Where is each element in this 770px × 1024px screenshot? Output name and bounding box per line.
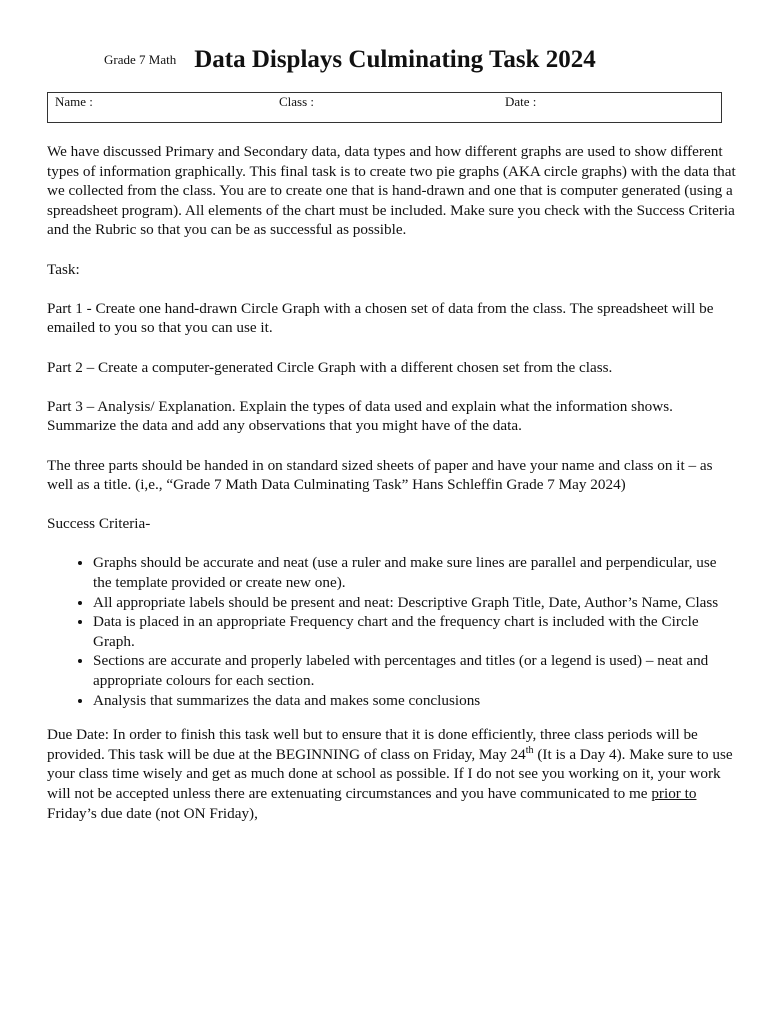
part-3-paragraph: Part 3 – Analysis/ Explanation. Explain the types of data used and explain what the information shows. Summarize the data and add any observations that you might have of the data.	[47, 397, 673, 435]
name-field-label: Name :	[55, 94, 93, 109]
criteria-item: • Data is placed in an appropriate Frequency chart and the frequency chart is included with the Circle Graph.	[93, 612, 737, 651]
part-2-paragraph: Part 2 – Create a computer-generated Circle Graph with a different chosen set from the class.	[47, 358, 613, 376]
underlined-phrase: prior to	[651, 785, 697, 802]
due-date-text-end: Friday’s due date (not ON Friday),	[47, 804, 258, 822]
course-label: Grade 7 Math	[104, 52, 177, 67]
document-header	[104, 46, 596, 74]
criteria-item: • All appropriate labels should be present and neat: Descriptive Graph Title, Date, Author’s Name, Class	[93, 593, 737, 613]
task-heading: Task:	[47, 260, 80, 278]
date-field-label: Date :	[505, 94, 537, 109]
ordinal-suffix: th	[525, 744, 534, 756]
criteria-item: • Analysis that summarizes the data and makes some conclusions	[93, 691, 737, 711]
class-field-label: Class :	[279, 94, 315, 109]
intro-paragraph: We have discussed Primary and Secondary data, data types and how different graphs are used to show different types of information graphically. This final task is to create two pie graphs (AKA circle graphs) with the data that we collected from the class. You are to create one that is hand-drawn and one that is computer generated (using a spreadsheet program). All elements of the chart must be included. Make sure you check with the Success Criteria and the Rubric so that you can be as successful as possible.	[47, 143, 736, 239]
due-date-text: Due Date: In order to finish this task well but to ensure that it is done efficiently, three class periods will be provided. This task will be due at the BEGINNING of class on Friday, May 24	[47, 726, 698, 763]
success-criteria-list	[47, 553, 737, 710]
due-date-paragraph	[47, 725, 737, 823]
criteria-item: • Sections are accurate and properly labeled with percentages and titles (or a legend is used) – neat and appropriate colours for each section.	[93, 651, 737, 690]
student-info-box	[47, 92, 722, 123]
criteria-item: • Graphs should be accurate and neat (use a ruler and make sure lines are parallel and perpendicular, use the template provided or create new one).	[93, 553, 737, 592]
hand-in-paragraph: The three parts should be handed in on standard sized sheets of paper and have your name and class on it – as well as a title. (i,e., “Grade 7 Math Data Culminating Task” Hans Schleffin Grade 7 May 2024)	[47, 456, 713, 494]
success-criteria-heading: Success Criteria-	[47, 515, 151, 533]
due-date-text-cont: (It is a Day 4). Make sure to use your class time wisely and get as much done at school as possible. If I do not see you working on it, your work will not be accepted unless there are extenuating circumstances and you have communicated to me	[47, 745, 733, 802]
part-1-paragraph: Part 1 - Create one hand-drawn Circle Graph with a chosen set of data from the class. The spreadsheet will be emailed to you so that you can use it.	[47, 299, 714, 337]
document-body	[47, 142, 737, 843]
page-title: Data Displays Culminating Task 2024	[194, 46, 596, 73]
